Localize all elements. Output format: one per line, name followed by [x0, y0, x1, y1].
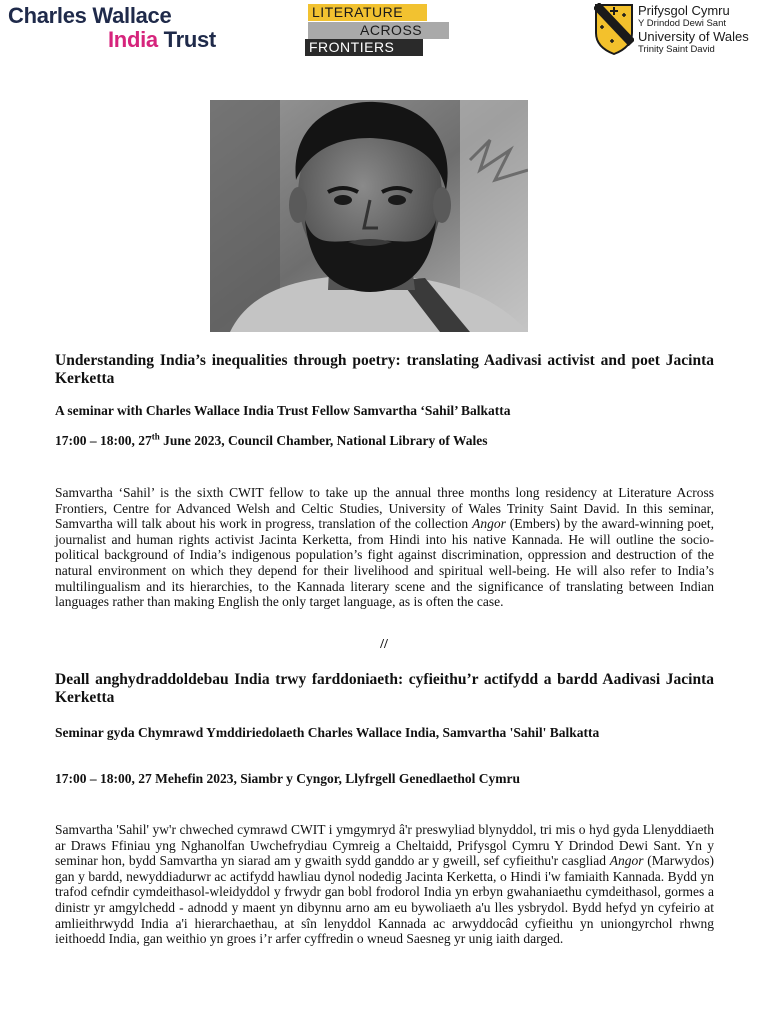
university-logo-text [638, 3, 749, 55]
english-subtitle: A seminar with Charles Wallace India Trust Fellow Samvartha ‘Sahil’ Balkatta [55, 403, 511, 418]
literature-across-frontiers-logo [305, 4, 453, 56]
uw-logo-line1: Prifysgol Cymru [638, 3, 730, 18]
university-of-wales-logo [594, 3, 766, 55]
laf-logo-row3: FRONTIERS [305, 39, 423, 56]
welsh-body [55, 822, 714, 947]
welsh-body-part1: Samvartha 'Sahil' yw'r chweched cymrawd CWIT i ymgymryd â'r preswyliad blynyddol, tri mis o hyd gyda Llenyddiaeth ar Draws Ffiniau yng Nghanolfan Uwchefrydiau Cymreig a Cheltaidd, Prifysgol Cymru Y Drindod Dewi Sant. Yn y seminar hon, bydd Samvartha yn siarad am y gwaith sydd ganddo ar y gweill, sef cyfieithu'r casgliad [55, 822, 714, 869]
portrait-image [210, 100, 528, 332]
english-event-block [55, 433, 714, 449]
english-subtitle-block [55, 403, 714, 419]
welsh-body-book-title: Angor [609, 853, 644, 869]
english-body-book-title: Angor [472, 516, 506, 532]
cwit-logo-india: India [108, 27, 158, 52]
english-event-ordinal: th [151, 431, 160, 442]
cwit-logo [8, 4, 248, 52]
welsh-subtitle: Seminar gyda Chymrawd Ymddiriedolaeth Charles Wallace India, Samvartha 'Sahil' Balkatta [55, 725, 600, 740]
uw-logo-line2: Y Drindod Dewi Sant [638, 18, 727, 29]
uw-logo-line4: Trinity Saint David [638, 44, 715, 55]
welsh-section [55, 671, 714, 707]
english-body-part2: (Embers) by the award-winning poet, journalist and human rights activist Jacinta Kerketta, from Hindi into his native Kannada. He will outline the socio-political background of India’s indigenous population’s fight against discrimination, oppression and destruction of the natural environment on which they depend for their livelihood and spiritual well-being. He will also refer to India’s multilingualism and its hierarchies, to the Kannada literary scene and the significance of translating between Indian languages rather than making English the only target language, as is often the case. [55, 516, 714, 610]
cwit-logo-line2 [8, 28, 248, 52]
welsh-event-details: 17:00 – 18:00, 27 Mehefin 2023, Siambr y Cyngor, Llyfrgell Genedlaethol Cymru [55, 771, 520, 786]
university-shield-icon [594, 3, 634, 55]
cwit-logo-line1: Charles Wallace [8, 3, 172, 28]
laf-logo-row2: ACROSS [308, 22, 449, 39]
laf-logo-row1: LITERATURE [308, 4, 427, 21]
speaker-portrait-photo [210, 100, 528, 332]
english-event-time-date: 17:00 – 18:00, 27 [55, 433, 152, 448]
welsh-title: Deall anghydraddoldebau India trwy farddoniaeth: cyfieithu’r actifydd a bardd Aadivasi Jacinta Kerketta [55, 671, 714, 706]
english-body-part1: Samvartha ‘Sahil’ is the sixth CWIT fellow to take up the annual three months long residency at Literature Across Frontiers, Centre for Advanced Welsh and Celtic Studies, University of Wales Trinity Saint David. In this seminar, Samvartha will talk about his work in progress, translation of the collection [55, 485, 714, 532]
cwit-logo-trust: Trust [163, 27, 216, 52]
welsh-body-block [55, 822, 714, 947]
welsh-event-block [55, 771, 714, 787]
welsh-subtitle-block [55, 725, 714, 741]
english-event-details [55, 433, 714, 449]
english-section [55, 352, 714, 388]
section-separator: // [380, 637, 388, 652]
welsh-body-part2: (Marwydos) gan y bardd, newyddiadurwr ac actifydd hawliau dynol nodedig Jacinta Kerketta, o Hindi i'w famiaith Kannada. Bydd yn trafod cefndir cymdeithasol-wleidyddol y frwydr gan bobl frodorol India yn erbyn gwahaniaethu cymdeithasol, gormes a dinistr yr amgylchedd - adnodd y maent yn dibynnu arno am eu bywoliaeth a'u lles ysbrydol. Bydd hefyd yn cyfeirio at amlieithrwydd India a'i hierarchaethau, at sîn lenyddol Kannada ac arwyddocâd cyfieithu yn uniongyrchol rhwng ieithoedd India, gan weithio yn groes i’r arfer cyffredin o wneud Saesneg yr unig iaith darged. [55, 853, 714, 947]
english-event-venue: June 2023, Council Chamber, National Library of Wales [159, 433, 488, 448]
english-body [55, 485, 714, 610]
english-title: Understanding India’s inequalities through poetry: translating Aadivasi activist and poet Jacinta Kerketta [55, 352, 714, 387]
uw-logo-line3: University of Wales [638, 29, 749, 44]
english-body-block [55, 485, 714, 610]
